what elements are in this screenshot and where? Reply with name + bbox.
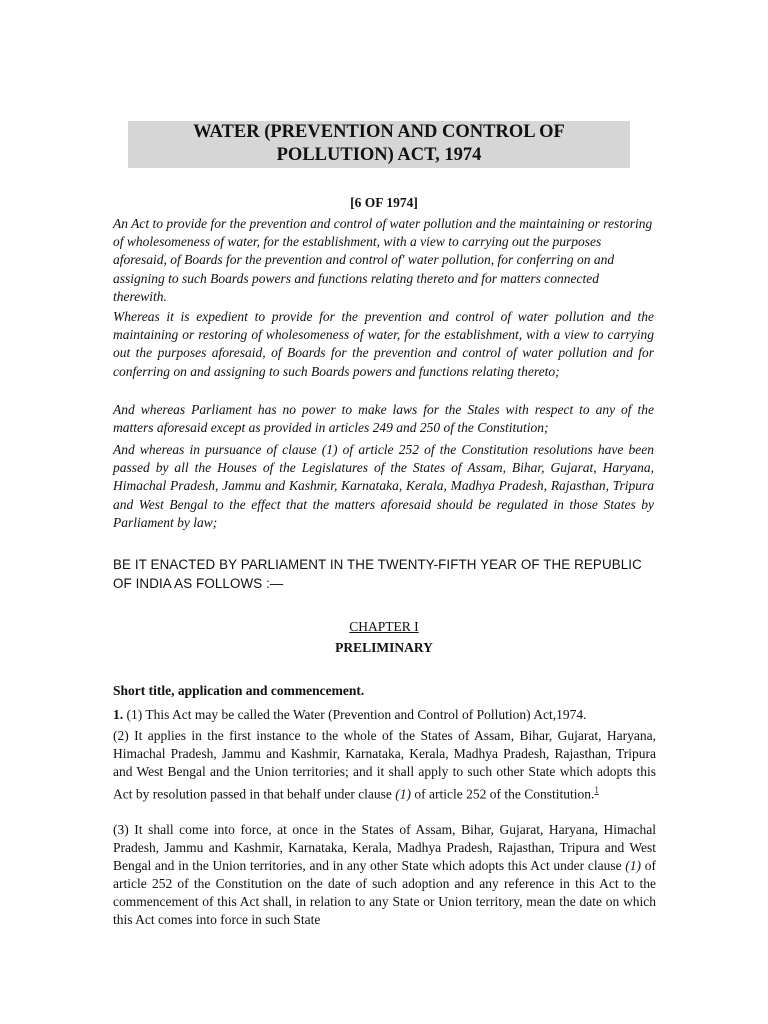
section-heading: Short title, application and commencement. [113, 683, 365, 698]
act-title-line-2: POLLUTION) ACT, 1974 [276, 145, 482, 165]
subsection-3-text-b: of article 252 of the Constitution on the date of such adoption and any reference in this Act to the commencement of this Act shall, in relation to any State or Union territory, mean the date on which this Act comes into force in such State [113, 858, 656, 928]
act-title-line-1: WATER (PREVENTION AND CONTROL OF [193, 122, 565, 142]
preamble-whereas-3: And whereas in pursuance of clause (1) of article 252 of the Constitution resolutions have been passed by all the Houses of the Legislatures of the States of Assam, Bihar, Gujarat, Haryana, Himachal Pradesh, Jammu and Kashmir, Karnataka, Kerala, Madhya Pradesh, Rajasthan, Tripura and West Bengal to the effect that the matters aforesaid should be regulated in those States by Parliament by law; [113, 442, 654, 530]
section-1-subsection-2 [113, 727, 656, 804]
act-title-box [128, 121, 630, 168]
long-title: An Act to provide for the prevention and control of water pollution and the maintaining or restoring of wholesomeness of water, for the establishment, with a view to carrying out the purposes aforesaid, of Boards for the prevention and control of' water pollution, for conferring on and assigning to such Boards powers and functions relating thereto and for matters connected therewith. [113, 216, 653, 304]
preamble-whereas-2: And whereas Parliament has no power to make laws for the Stales with respect to any of the matters aforesaid except as provided in articles 249 and 250 of the Constitution; [113, 402, 654, 436]
chapter-number: CHAPTER I [349, 619, 419, 634]
section-number: 1. [113, 707, 124, 722]
act-number: [6 OF 1974] [350, 195, 418, 210]
subsection-2-clause: (1) [395, 786, 412, 802]
subsection-1-text: (1) This Act may be called the Water (Prevention and Control of Pollution) Act,1974. [123, 707, 587, 722]
section-1-subsection-3 [113, 821, 656, 930]
subsection-3-text-a: (3) It shall come into force, at once in the States of Assam, Bihar, Gujarat, Haryana, Himachal Pradesh, Jammu and Kashmir, Karnataka, Kerala, Madhya Pradesh, Rajasthan, Tripura and West Bengal and in the Union territories, and in any other State which adopts this Act under clause [113, 822, 656, 874]
subsection-2-text-b: of article 252 of the Constitution. [411, 786, 595, 802]
enacting-clause: BE IT ENACTED BY PARLIAMENT IN THE TWENTY-FIFTH YEAR OF THE REPUBLIC OF INDIA AS FOLLOWS :— [113, 557, 642, 591]
chapter-title: PRELIMINARY [335, 640, 433, 655]
footnote-link[interactable]: 1 [594, 785, 599, 796]
subsection-3-clause: (1) [625, 858, 642, 874]
subsection-2-text-a: (2) It applies in the first instance to the whole of the States of Assam, Bihar, Gujarat, Haryana, Himachal Pradesh, Jammu and Kashmir, Karnataka, Kerala, Madhya Pradesh, Rajasthan, Tripura and West Bengal and the Union territories; and it shall apply to such other State which adopts this Act by resolution passed in that behalf under clause [113, 728, 656, 802]
section-1-subsection-1 [113, 706, 656, 724]
preamble-whereas-1: Whereas it is expedient to provide for the prevention and control of water pollution and the maintaining or restoring of wholesomeness of water, for the establishment, with a view to carrying out the purposes aforesaid, of Boards for the prevention and control of water pollution and for conferring on and assigning to such Boards powers and functions relating thereto; [113, 309, 654, 379]
